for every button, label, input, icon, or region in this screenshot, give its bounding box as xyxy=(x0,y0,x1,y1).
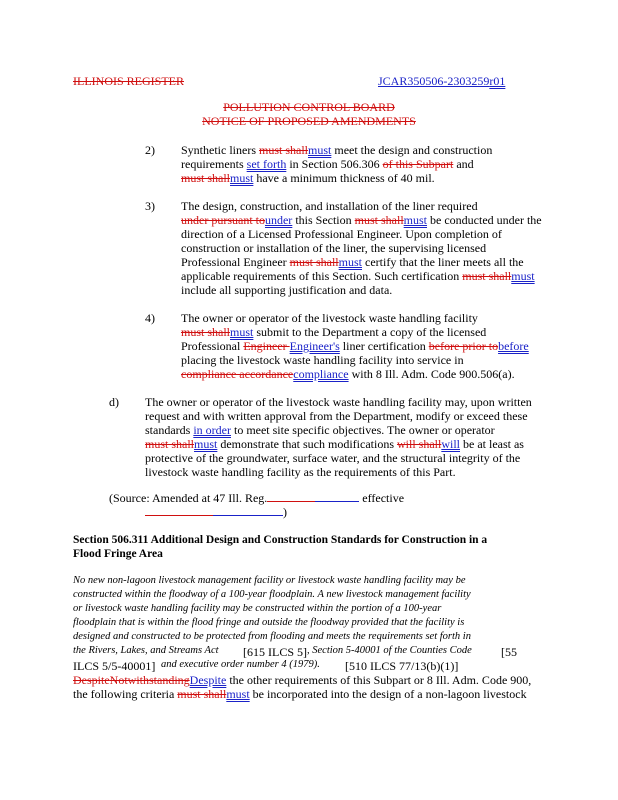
text-line: standards in order to meet site specific objectives. The owner or operator xyxy=(145,423,495,437)
board-title: POLLUTION CONTROL BOARD xyxy=(223,100,395,114)
blank-blue xyxy=(315,501,359,502)
text-line: requirements set forth in Section 506.306 of this Subpart and xyxy=(181,157,474,171)
text-line: , Section 5-40001 of the Counties Code xyxy=(307,645,472,656)
text-line: The owner or operator of the livestock waste handling facility may, upon written xyxy=(145,395,532,409)
item-number: 4) xyxy=(145,311,155,325)
source-note-line2: ) xyxy=(145,505,287,519)
section-heading: Section 506.311 Additional Design and Construction Standards for Construction in a xyxy=(73,534,488,546)
notice-title: NOTICE OF PROPOSED AMENDMENTS xyxy=(202,114,416,128)
text-line: or livestock waste handling facility may be constructed within the portion of a 100-year xyxy=(73,603,442,614)
text-line: construction or installation of the liner, the supervising licensed xyxy=(181,241,487,255)
text-line: the Rivers, Lakes, and Streams Act xyxy=(73,645,219,656)
citation: [615 ILCS 5] xyxy=(243,645,307,659)
text-line: direction of a Licensed Professional Engineer. Upon completion of xyxy=(181,227,502,241)
text-line: floodplain that is within the flood fringe and outside the floodway provided that the facility is xyxy=(73,617,465,628)
text-line: must shallmust submit to the Department a copy of the licensed xyxy=(181,325,487,339)
jcar-code: JCAR350506-2303259r01 xyxy=(378,74,506,88)
source-note: (Source: Amended at 47 Ill. Reg. effective xyxy=(109,491,405,505)
text-line: Professional Engineer must shallmust certify that the liner meets all the xyxy=(181,255,524,269)
text-line: compliance accordancecompliance with 8 Ill. Adm. Code 900.506(a). xyxy=(181,367,515,381)
text-line: protective of the groundwater, surface water, and the structural integrity of the xyxy=(145,451,521,465)
citation: [55 xyxy=(501,645,517,659)
text-line: applicable requirements of this Section. Such certification must shallmust xyxy=(181,269,535,283)
text-line: livestock waste handling facility as the requirements of this Part. xyxy=(145,465,456,479)
item-number: 3) xyxy=(145,199,155,213)
text-line: DespiteNotwithstandingDespite the other requirements of this Subpart or 8 Ill. Adm. Code 900, xyxy=(73,673,532,687)
citation: [510 ILCS 77/13(b)(1)] xyxy=(345,659,459,673)
text-line: include all supporting justification and data. xyxy=(181,283,393,297)
blank-blue xyxy=(213,515,283,516)
text-line: under pursuant tounder this Section must shallmust be conducted under the xyxy=(181,213,542,227)
text-line: No new non-lagoon livestock management facility or livestock waste handling facility may be xyxy=(73,575,466,586)
text-line: placing the livestock waste handling facility into service in xyxy=(181,353,464,367)
register-header: ILLINOIS REGISTER xyxy=(73,74,184,88)
text-line: and executive order number 4 (1979). xyxy=(161,659,320,670)
item-number: 2) xyxy=(145,143,155,157)
text-line: the following criteria must shallmust be incorporated into the design of a non-lagoon livestock xyxy=(73,687,527,701)
section-heading-line2: Flood Fringe Area xyxy=(73,548,163,560)
text-line: Professional Engineer Engineer's liner certification before prior tobefore xyxy=(181,339,529,353)
text-line: constructed within the floodway of a 100-year floodplain. A new livestock management facility xyxy=(73,589,471,600)
blank-red xyxy=(267,501,315,502)
blank-red xyxy=(145,515,213,516)
text-line: request and with written approval from the Department, modify or exceed these xyxy=(145,409,528,423)
text-line: must shallmust demonstrate that such modifications will shallwill be at least as xyxy=(145,437,524,451)
text-line: Synthetic liners must shallmust meet the design and construction xyxy=(181,143,493,157)
text-line: The design, construction, and installation of the liner required xyxy=(181,199,478,213)
text-line: The owner or operator of the livestock waste handling facility xyxy=(181,311,478,325)
text-line: must shallmust have a minimum thickness of 40 mil. xyxy=(181,171,435,185)
text-line: designed and constructed to be protected from flooding and meets the requirements set forth in xyxy=(73,631,471,642)
citation: ILCS 5/5-40001] xyxy=(73,659,156,673)
item-number: d) xyxy=(109,395,119,409)
